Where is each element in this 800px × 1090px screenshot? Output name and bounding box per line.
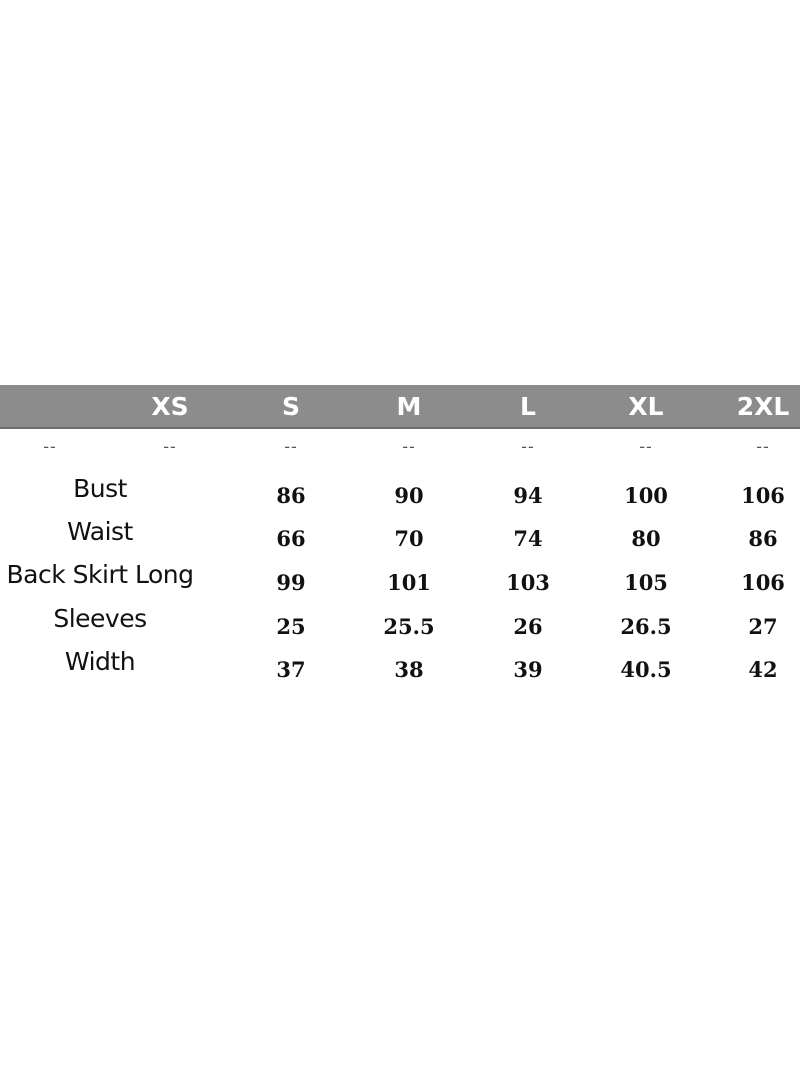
placeholder-cell: -- [521, 437, 535, 456]
value-cell: 38 [394, 657, 424, 682]
value-cell: 100 [624, 483, 668, 508]
value-cell: 86 [748, 526, 778, 551]
value-cell: 101 [387, 570, 431, 595]
value-cell: 25.5 [383, 614, 435, 639]
placeholder-cell: -- [639, 437, 653, 456]
value-cell: 106 [741, 570, 785, 595]
value-cell: 26.5 [620, 614, 672, 639]
value-cell: 26 [513, 614, 543, 639]
value-cell: 80 [631, 526, 661, 551]
value-cell: 99 [276, 570, 306, 595]
value-cell: 39 [513, 657, 543, 682]
value-cell: 42 [748, 657, 778, 682]
row-label: Bust [73, 474, 127, 503]
value-cell: 27 [748, 614, 778, 639]
row-label: Sleeves [53, 604, 147, 633]
value-cell: 103 [506, 570, 550, 595]
value-cell: 74 [513, 526, 543, 551]
placeholder-cell: -- [756, 437, 770, 456]
header-xs: XS [151, 392, 189, 421]
value-cell: 106 [741, 483, 785, 508]
placeholder-cell: -- [284, 437, 298, 456]
row-label: Waist [67, 517, 133, 546]
placeholder-cell: -- [163, 437, 177, 456]
value-cell: 105 [624, 570, 668, 595]
value-cell: 70 [394, 526, 424, 551]
value-cell: 66 [276, 526, 306, 551]
placeholder-cell: -- [43, 437, 57, 456]
value-cell: 94 [513, 483, 543, 508]
header-m: M [396, 392, 422, 421]
header-2xl: 2XL [736, 392, 790, 421]
header-l: L [520, 392, 536, 421]
value-cell: 86 [276, 483, 306, 508]
header-s: S [281, 392, 300, 421]
value-cell: 37 [276, 657, 306, 682]
size-header-row [0, 385, 800, 429]
value-cell: 40.5 [620, 657, 672, 682]
value-cell: 90 [394, 483, 424, 508]
value-cell: 25 [276, 614, 306, 639]
row-label: Back Skirt Long [6, 560, 194, 589]
header-xl: XL [628, 392, 664, 421]
placeholder-cell: -- [402, 437, 416, 456]
row-label: Width [64, 647, 136, 676]
